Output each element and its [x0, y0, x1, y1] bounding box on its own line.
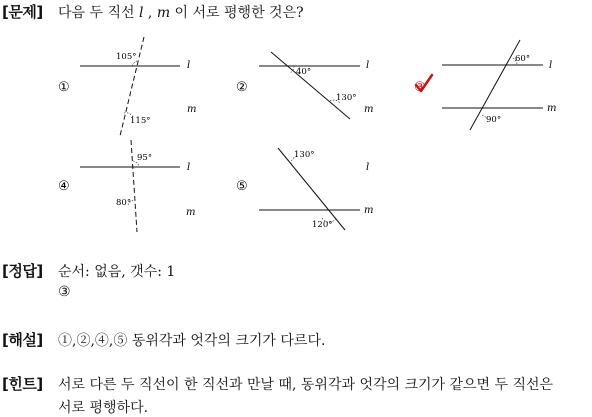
option-3-label-m: m	[547, 103, 557, 114]
option-2-label-l: l	[366, 60, 370, 71]
answer-tag: [정답]	[2, 262, 43, 280]
option-3-angle-bottom: 90°	[486, 115, 502, 125]
option-2-label-m: m	[364, 104, 374, 115]
option-1-number: ①	[58, 80, 70, 95]
option-1-angle-top: 105°	[116, 52, 137, 62]
hint-line-1: 서로 다른 두 직선이 한 직선과 만날 때, 동위각과 엇각의 크기가 같으면 두 직선은	[58, 377, 554, 393]
question-suffix: 이 서로 평행한 것은?	[170, 5, 304, 21]
hint-line-2: 서로 평행하다.	[58, 400, 149, 416]
option-1-angle-bottom: 115°	[130, 116, 151, 126]
answer-line-1: 순서: 없음, 갯수: 1	[58, 264, 176, 280]
figure-option-4	[58, 140, 195, 232]
question-var-l: l	[138, 5, 144, 21]
option-5-transversal	[278, 148, 345, 230]
figure-option-1	[58, 37, 196, 136]
option-5-angle-bottom: 120°	[312, 220, 333, 230]
question-prefix: 다음 두 직선	[58, 5, 139, 21]
option-3-label-l: l	[549, 60, 553, 71]
question-var-m: m	[156, 5, 171, 21]
option-2-number: ②	[236, 80, 248, 95]
figure-option-3	[414, 40, 556, 130]
option-4-angle-top: 95°	[137, 153, 153, 163]
option-2-transversal	[271, 52, 350, 119]
option-1-label-m: m	[187, 104, 197, 115]
answer-line-2: ③	[58, 284, 71, 300]
option-2-angle-top: 40°	[296, 67, 312, 77]
option-5-angle-top: 130°	[294, 150, 315, 160]
option-4-label-l: l	[187, 162, 191, 173]
option-4-angle-bottom: 80°	[116, 198, 132, 208]
option-3-number: ③	[414, 80, 426, 95]
option-1-label-l: l	[187, 60, 191, 71]
explanation-tag: [해설]	[2, 331, 43, 349]
figure-option-2	[236, 52, 373, 119]
figure-option-5	[236, 148, 373, 230]
option-5-label-m: m	[364, 205, 374, 216]
option-5-label-l: l	[366, 162, 370, 173]
option-5-number: ⑤	[236, 179, 248, 194]
hint-tag: [힌트]	[2, 375, 43, 393]
question-comma: ,	[143, 5, 157, 21]
explanation-text: ①,②,④,⑤ 동위각과 엇각의 크기가 다르다.	[58, 333, 326, 349]
problem-tag: [문제]	[2, 3, 43, 21]
option-3-angle-top: 60°	[515, 54, 531, 64]
option-2-angle-bottom: 130°	[336, 93, 357, 103]
option-4-number: ④	[58, 179, 70, 194]
option-4-label-m: m	[186, 207, 196, 218]
